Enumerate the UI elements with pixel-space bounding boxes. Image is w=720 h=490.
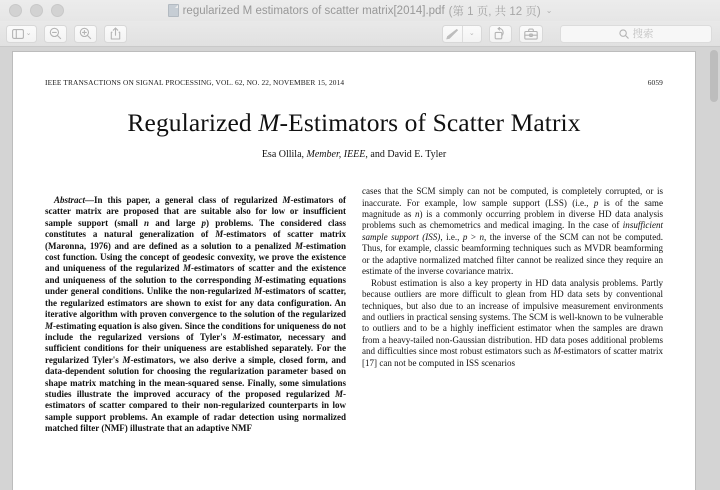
abstract-text: —In this paper, a general class of regularized M-estimators of scatter matrix are proposed that are suitable also for low or insufficient sample support (small n and large p) problems. The considered class constitutes a natural generalization of M-estimators of scatter matrix (Maronna, 1976) and are defined as a solution to a penalized M-estimation cost function. Using the concept of geodesic convexity, we prove the existence and uniqueness of the regularized M-estimators of scatter and the existence and uniqueness of the solution to the corresponding M-estimating equations under general conditions. Unlike the non-regularized M-estimators of scatter, the regularized estimators are shown to exist for any data configuration. An iterative algorithm with proven convergence to the solution of the regularized M-estimating equation is also given. Since the conditions for uniqueness do not include the regularized versions of Tyler's M-estimator, necessary and sufficient conditions for their uniqueness are established separately. For the regularized Tyler's M-estimators, we also derive a simple, closed form, and data-dependent solution for choosing the regularization parameter based on shape matrix matching in the mean-squared sense. Finally, some simulations studies illustrate the improved accuracy of the proposed regularized M-estimators of scatter compared to their non-regularized counterparts in low sample support problems. An example of radar detection using normalized matched filter (NMF) illustrate that an adaptive NMF	[45, 195, 347, 434]
markup-toolbar-button[interactable]	[519, 25, 543, 43]
zoom-in-button[interactable]	[74, 25, 97, 43]
title-bar	[0, 0, 720, 21]
toolbar-right-group	[442, 25, 714, 43]
author-first: Esa Ollila,	[261, 149, 307, 161]
document-viewport[interactable]	[0, 47, 720, 490]
toolbox-icon	[524, 28, 538, 40]
page-number: 6059	[647, 78, 663, 87]
rotate-button[interactable]	[489, 25, 512, 43]
intro-paragraph-2: Robust estimation is also a key property in HD data analysis problems. Partly because outliers are more difficult to glean from HD data sets by conventional techniques, but also due to an increase of impulsive measurement environments and outliers in practical sensing systems. The SCM is well-known to be vulnerable to outliers and to be a highly inefficient estimator when the samples are drawn from a heavy-tailed non-Gaussian distribution. HD data poses additional problems and difficulties since most robust estimators such as M-estimators of scatter matrix [17] can not be computed in ISS scenarios	[362, 277, 663, 368]
chevron-down-icon: ⌄	[25, 30, 32, 37]
two-column-body	[45, 186, 663, 444]
sidebar-view-button[interactable]	[6, 25, 37, 43]
search-icon	[619, 29, 629, 39]
magnifier-minus-icon	[49, 27, 62, 40]
author-affiliation: Member, IEEE	[306, 149, 366, 161]
search-placeholder: 搜索	[632, 28, 654, 40]
markup-button[interactable]	[443, 26, 462, 42]
author-line	[45, 149, 663, 160]
right-column	[362, 186, 663, 444]
abstract-paragraph	[45, 195, 346, 435]
window-title-group	[0, 3, 720, 19]
close-button[interactable]	[9, 4, 22, 17]
traffic-light-group	[9, 4, 64, 17]
pdf-page	[13, 52, 695, 490]
title-suffix: -Estimators of Scatter Matrix	[279, 108, 581, 137]
chevron-down-icon: ⌄	[468, 30, 475, 37]
vertical-scrollbar[interactable]	[710, 50, 718, 488]
window-title: regularized M estimators of scatter matrix[2014].pdf	[182, 4, 445, 17]
page-title	[45, 109, 663, 137]
left-column	[45, 186, 346, 444]
share-button[interactable]	[104, 25, 127, 43]
chevron-down-icon[interactable]: ⌄	[545, 6, 553, 15]
zoom-button[interactable]	[51, 4, 64, 17]
scrollbar-thumb[interactable]	[710, 50, 718, 102]
share-icon	[110, 27, 121, 40]
title-prefix: Regularized	[127, 108, 259, 137]
toolbar	[0, 21, 720, 47]
markup-options-button[interactable]	[463, 26, 482, 42]
sidebar-icon	[12, 29, 24, 39]
pen-icon	[445, 28, 459, 40]
intro-paragraph-1: cases that the SCM simply can not be computed, is completely corrupted, or is inaccurate. For example, low sample support (LSS) (i.e., p is of the same magnitude as n) is a commonly occurring problem in diverse HD data analysis problems such as chemometrics and medical imaging. In the case of insufficient sample support (ISS), i.e., p > n, the inverse of the SCM can not be computed. Thus, for example, classic beamforming techniques such as MVDR beamforming or the adaptive normalized matched filter cannot be realized since they require an estimate of the inverse covariance matrix.	[362, 186, 663, 277]
running-head	[45, 78, 663, 87]
magnifier-plus-icon	[79, 27, 92, 40]
document-icon	[168, 4, 179, 17]
abstract-label: Abstract	[54, 195, 86, 206]
page-indicator: (第 1 页, 共 12 页)	[448, 5, 541, 18]
search-input[interactable]	[560, 25, 712, 43]
author-second: , and David E. Tyler	[365, 149, 447, 161]
rotate-left-icon	[494, 27, 507, 40]
minimize-button[interactable]	[30, 4, 43, 17]
title-math-var: M	[258, 108, 280, 137]
journal-header: IEEE TRANSACTIONS ON SIGNAL PROCESSING, VOL. 62, NO. 22, NOVEMBER 15, 2014	[45, 78, 345, 87]
toolbar-left-group	[6, 25, 127, 43]
markup-button-group	[442, 25, 482, 43]
zoom-out-button[interactable]	[44, 25, 67, 43]
